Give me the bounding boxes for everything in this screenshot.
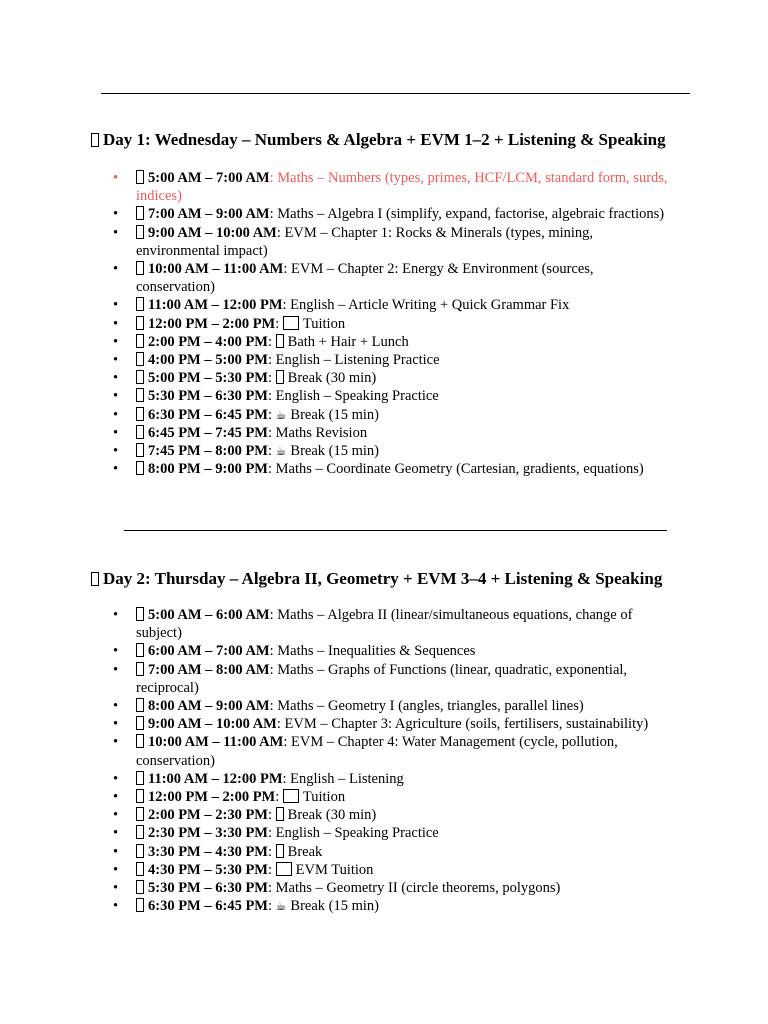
schedule-item-time: 4:30 PM – 5:30 PM bbox=[148, 861, 268, 878]
missing-glyph-box-icon bbox=[136, 170, 144, 184]
schedule-item-time: 2:00 PM – 4:00 PM bbox=[148, 333, 268, 350]
schedule-item-text: EVM – Chapter 2: Energy & Environment (sources, conservation) bbox=[136, 261, 594, 296]
schedule-item-separator: : bbox=[268, 807, 276, 824]
day1-heading-text: Day 1: Wednesday – Numbers & Algebra + EVM 1–2 + Listening & Speaking bbox=[103, 130, 666, 149]
schedule-item bbox=[136, 369, 676, 387]
missing-glyph-box-icon bbox=[136, 352, 144, 366]
schedule-item bbox=[136, 661, 676, 697]
missing-glyph-box-icon bbox=[136, 443, 144, 457]
missing-glyph-box-icon bbox=[136, 297, 144, 311]
missing-glyph-box-icon bbox=[136, 716, 144, 730]
schedule-item-text: Break (30 min) bbox=[287, 370, 377, 387]
schedule-item-time: 12:00 PM – 2:00 PM bbox=[148, 789, 276, 806]
schedule-item-time: 5:30 PM – 6:30 PM bbox=[148, 880, 268, 897]
schedule-item-separator: : bbox=[269, 661, 278, 678]
schedule-item bbox=[136, 897, 676, 915]
missing-glyph-box-icon bbox=[136, 225, 144, 239]
schedule-item-separator: : bbox=[268, 388, 276, 405]
schedule-item-time: 4:00 PM – 5:00 PM bbox=[148, 352, 268, 369]
missing-glyph-box-icon bbox=[136, 662, 144, 676]
schedule-item-time: 2:30 PM – 3:30 PM bbox=[148, 825, 268, 842]
schedule-item-separator: : bbox=[282, 297, 291, 314]
schedule-item-separator: : bbox=[282, 770, 291, 787]
schedule-item-time: 7:45 PM – 8:00 PM bbox=[148, 443, 268, 460]
schedule-item bbox=[136, 260, 676, 296]
schedule-item-time: 7:00 AM – 8:00 AM bbox=[148, 661, 270, 678]
schedule-item bbox=[136, 642, 676, 660]
schedule-item-text: Break bbox=[287, 843, 323, 860]
schedule-item-separator: : bbox=[268, 461, 276, 478]
section-divider bbox=[124, 530, 667, 531]
schedule-item-text: Maths – Algebra II (linear/simultaneous equations, change of subject) bbox=[136, 607, 633, 642]
schedule-item-time: 11:00 AM – 12:00 PM bbox=[148, 297, 283, 314]
schedule-item-time: 5:00 AM – 6:00 AM bbox=[148, 607, 270, 623]
schedule-item bbox=[136, 351, 676, 369]
missing-glyph-box-icon bbox=[136, 461, 144, 475]
missing-glyph-box-icon bbox=[136, 206, 144, 220]
missing-glyph-box-icon bbox=[136, 607, 144, 621]
schedule-item-text: Maths – Geometry II (circle theorems, polygons) bbox=[275, 880, 561, 897]
missing-glyph-box-icon bbox=[136, 388, 144, 402]
schedule-item-text: Break (15 min) bbox=[290, 898, 380, 915]
schedule-item-separator: : bbox=[268, 370, 276, 387]
schedule-item-text: Break (15 min) bbox=[290, 443, 380, 460]
schedule-item bbox=[136, 406, 676, 424]
missing-glyph-double-box-icon bbox=[276, 862, 292, 876]
schedule-item-time: 5:00 PM – 5:30 PM bbox=[148, 370, 268, 387]
missing-glyph-box-icon bbox=[136, 261, 144, 275]
missing-glyph-box-icon bbox=[136, 898, 144, 912]
schedule-item bbox=[136, 205, 676, 223]
day1-heading bbox=[91, 130, 666, 150]
missing-glyph-box-icon bbox=[136, 334, 144, 348]
schedule-item-text: Break (30 min) bbox=[287, 807, 377, 824]
schedule-item-text: EVM – Chapter 4: Water Management (cycle, pollution, conservation) bbox=[136, 734, 618, 769]
missing-glyph-box-icon bbox=[276, 844, 284, 858]
missing-glyph-box-icon bbox=[91, 133, 99, 147]
missing-glyph-box-icon bbox=[276, 370, 284, 384]
schedule-item-separator: : bbox=[283, 734, 291, 751]
schedule-item-time: 11:00 AM – 12:00 PM bbox=[148, 770, 283, 787]
schedule-item bbox=[136, 843, 676, 861]
day2-heading-text: Day 2: Thursday – Algebra II, Geometry + EVM 3–4 + Listening & Speaking bbox=[103, 569, 663, 588]
schedule-item-text: Tuition bbox=[302, 315, 346, 332]
schedule-item-text: Maths Revision bbox=[275, 424, 368, 441]
missing-glyph-box-icon bbox=[136, 734, 144, 748]
schedule-item-separator: : bbox=[275, 789, 283, 806]
schedule-item bbox=[136, 770, 676, 788]
schedule-item-separator: : bbox=[268, 424, 276, 441]
schedule-item-separator: : bbox=[268, 406, 276, 423]
schedule-item-time: 6:30 PM – 6:45 PM bbox=[148, 898, 268, 915]
missing-glyph-box-icon bbox=[136, 844, 144, 858]
schedule-item-text: Tuition bbox=[302, 789, 346, 806]
schedule-item-text: Maths – Coordinate Geometry (Cartesian, gradients, equations) bbox=[275, 461, 644, 478]
missing-glyph-box-icon bbox=[276, 807, 284, 821]
missing-glyph-box-icon bbox=[136, 407, 144, 421]
schedule-item-text: Maths – Algebra I (simplify, expand, factorise, algebraic fractions) bbox=[277, 206, 665, 223]
schedule-item-text: Bath + Hair + Lunch bbox=[287, 333, 409, 350]
schedule-item-text: Maths – Graphs of Functions (linear, quadratic, exponential, reciprocal) bbox=[136, 661, 628, 696]
schedule-item-text: English – Listening Practice bbox=[275, 352, 440, 369]
schedule-item bbox=[136, 606, 676, 642]
missing-glyph-box-icon bbox=[136, 862, 144, 876]
schedule-item-time: 9:00 AM – 10:00 AM bbox=[148, 716, 277, 733]
coffee-cup-icon: ☕ bbox=[275, 444, 287, 459]
schedule-item-text: EVM Tuition bbox=[295, 861, 374, 878]
schedule-item-text: English – Speaking Practice bbox=[275, 388, 439, 405]
schedule-item bbox=[136, 387, 676, 405]
missing-glyph-box-icon bbox=[136, 807, 144, 821]
schedule-item-time: 6:45 PM – 7:45 PM bbox=[148, 424, 268, 441]
schedule-item-separator: : bbox=[268, 352, 276, 369]
schedule-item-time: 5:00 AM – 7:00 AM bbox=[148, 170, 270, 186]
schedule-item bbox=[136, 861, 676, 879]
missing-glyph-box-icon bbox=[276, 334, 284, 348]
schedule-item-separator: : bbox=[269, 170, 278, 186]
schedule-item bbox=[136, 315, 676, 333]
schedule-item-separator: : bbox=[276, 716, 285, 733]
missing-glyph-double-box-icon bbox=[283, 316, 299, 330]
schedule-item-text: Maths – Geometry I (angles, triangles, parallel lines) bbox=[277, 698, 584, 715]
schedule-item-separator: : bbox=[269, 607, 278, 623]
schedule-item-time: 8:00 PM – 9:00 PM bbox=[148, 461, 268, 478]
schedule-item bbox=[136, 296, 676, 314]
schedule-item-text: EVM – Chapter 1: Rocks & Minerals (types, mining, environmental impact) bbox=[136, 224, 594, 259]
schedule-item-time: 6:00 AM – 7:00 AM bbox=[148, 643, 270, 660]
top-divider bbox=[101, 93, 690, 94]
missing-glyph-box-icon bbox=[136, 825, 144, 839]
schedule-item-time: 12:00 PM – 2:00 PM bbox=[148, 315, 276, 332]
schedule-item-separator: : bbox=[283, 261, 291, 278]
schedule-item-separator: : bbox=[269, 643, 278, 660]
schedule-item bbox=[136, 333, 676, 351]
schedule-item-separator: : bbox=[268, 861, 276, 878]
day2-heading bbox=[91, 569, 662, 589]
schedule-item-text: EVM – Chapter 3: Agriculture (soils, fertilisers, sustainability) bbox=[284, 716, 649, 733]
schedule-item-text: English – Listening bbox=[290, 770, 404, 787]
schedule-item bbox=[136, 224, 676, 260]
missing-glyph-box-icon bbox=[136, 789, 144, 803]
schedule-item bbox=[136, 788, 676, 806]
schedule-item-time: 8:00 AM – 9:00 AM bbox=[148, 698, 270, 715]
schedule-item bbox=[136, 806, 676, 824]
coffee-cup-icon: ☕ bbox=[275, 899, 287, 914]
schedule-item-separator: : bbox=[268, 443, 276, 460]
schedule-item-separator: : bbox=[268, 825, 276, 842]
schedule-item-time: 3:30 PM – 4:30 PM bbox=[148, 843, 268, 860]
schedule-item-time: 10:00 AM – 11:00 AM bbox=[148, 734, 284, 751]
schedule-item-time: 2:00 PM – 2:30 PM bbox=[148, 807, 268, 824]
schedule-item bbox=[136, 733, 676, 769]
schedule-item-text: English – Speaking Practice bbox=[275, 825, 439, 842]
schedule-item bbox=[136, 169, 676, 205]
missing-glyph-box-icon bbox=[136, 698, 144, 712]
schedule-item-separator: : bbox=[275, 315, 283, 332]
missing-glyph-double-box-icon bbox=[283, 789, 299, 803]
schedule-item-text: Maths – Inequalities & Sequences bbox=[277, 643, 476, 660]
schedule-item bbox=[136, 697, 676, 715]
schedule-item-separator: : bbox=[268, 333, 276, 350]
missing-glyph-box-icon bbox=[91, 572, 99, 586]
schedule-item bbox=[136, 824, 676, 842]
schedule-item-separator: : bbox=[269, 206, 278, 223]
coffee-cup-icon: ☕ bbox=[275, 407, 287, 422]
schedule-item bbox=[136, 424, 676, 442]
schedule-item-separator: : bbox=[268, 880, 276, 897]
schedule-item-text: English – Article Writing + Quick Grammar Fix bbox=[290, 297, 570, 314]
schedule-item-separator: : bbox=[276, 224, 285, 241]
missing-glyph-box-icon bbox=[136, 771, 144, 785]
day2-schedule-list bbox=[136, 606, 676, 915]
missing-glyph-box-icon bbox=[136, 425, 144, 439]
schedule-item-separator: : bbox=[269, 698, 278, 715]
schedule-item-separator: : bbox=[268, 898, 276, 915]
missing-glyph-box-icon bbox=[136, 880, 144, 894]
schedule-item-text: Maths – Numbers (types, primes, HCF/LCM, standard form, surds, indices) bbox=[136, 170, 668, 205]
schedule-item-time: 5:30 PM – 6:30 PM bbox=[148, 388, 268, 405]
missing-glyph-box-icon bbox=[136, 370, 144, 384]
schedule-item bbox=[136, 460, 676, 478]
missing-glyph-box-icon bbox=[136, 316, 144, 330]
schedule-item-separator: : bbox=[268, 843, 276, 860]
schedule-item-time: 9:00 AM – 10:00 AM bbox=[148, 224, 277, 241]
schedule-item-time: 6:30 PM – 6:45 PM bbox=[148, 406, 268, 423]
schedule-item-text: Break (15 min) bbox=[290, 406, 380, 423]
schedule-item bbox=[136, 715, 676, 733]
day1-schedule-list bbox=[136, 169, 676, 478]
schedule-item bbox=[136, 442, 676, 460]
schedule-item-time: 7:00 AM – 9:00 AM bbox=[148, 206, 270, 223]
schedule-item-time: 10:00 AM – 11:00 AM bbox=[148, 261, 284, 278]
missing-glyph-box-icon bbox=[136, 643, 144, 657]
schedule-item bbox=[136, 879, 676, 897]
